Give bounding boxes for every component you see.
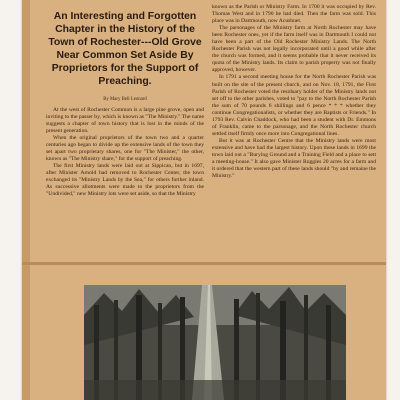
article-paragraph: The parsonages of the Ministry farm at North Rochester may have been Rochester ones, yet if the farm itself was in Dartmouth I could not have been a part of the Old Rochester Ministry Lands. The North Rochester Parish was not legally incorporated until a good while after the church was formed, and it seems probable that it never received its quota of the Ministry lands. Its claim to parish property was not finally approved, however. [212, 25, 376, 74]
article-paragraph: In 1791 a second meeting house for the North Rochester Parish was built on the site of the present church, and on Nov. 18, 1791, the First Parish of Rochester voted the residuary holder of the Ministry lands not set off to the other parishes, voted to "pay to the North Rochester Parish the sum of 70 pounds 6 shillings and 6 pence * * * whether they continue Congregationalists, or whether they are Baptists or Friends." In 1793 Rev. Calvin Chaddock, who had been a student with Dr. Emmons of Franklin, came to the parsonage, and the North Rochester church settled itself firmly once more into Congregational lines. [212, 74, 376, 137]
article-paragraph: But it was at Rochester Centre that the Ministry lands were most extensive and have had the largest history. Upon these lands in 1699 the town laid out a "Burying Ground and a Training Field and a place to sett a meeting-house." It also gave Minister Ruggles 20 acres for a farm and it ordered that the western part of these lands should "by and remaine the Ministry." [212, 137, 376, 180]
article-right-column [212, 4, 376, 264]
article-paragraph: At the west of Rochester Common is a large pine grove, open and inviting to the passer by, which is known as "The Ministry." The name suggests a chapter of town history that is lost in the minds of the present generation. [46, 106, 204, 134]
clipping-edge [22, 0, 30, 400]
page-fold [22, 262, 386, 265]
article-headline: An Interesting and Forgotten Chapter in the History of the Town of Rochester---Old Grove Near Common Set Aside By Proprietors for the Support of Preaching. [48, 11, 202, 88]
article-left-column [46, 4, 204, 264]
article-paragraph: When the original proprietors of the town two and a quarter centuries ago began to divide up the extensive lands of the town they set apart two proprietary shares, one for "The Minister," the other, known as "The Ministry share," for the support of preaching. [46, 134, 204, 162]
article-paragraph: The first Ministry lands were laid out at Sippican, but in 1697, after Minister Arnold had removed to Rochester Center, the town exchanged its "Ministry Lands by the Sea," for others further inland. As successive allotments were made to the proprietors from the "Undivided," new Ministry lots were set aside, so that the Ministry [46, 162, 204, 198]
grove-photograph [84, 285, 346, 400]
article-byline: By Mary Bell Leonard [103, 96, 147, 102]
article-paragraph: known as the Parish or Ministry Farm. In 1700 it was occupied by Rev. Thomas West and in 1790 he had died. Then the farm was sold. This place was in Dartmouth, now Acushnet. [212, 4, 376, 25]
pine-grove-image [84, 285, 346, 400]
